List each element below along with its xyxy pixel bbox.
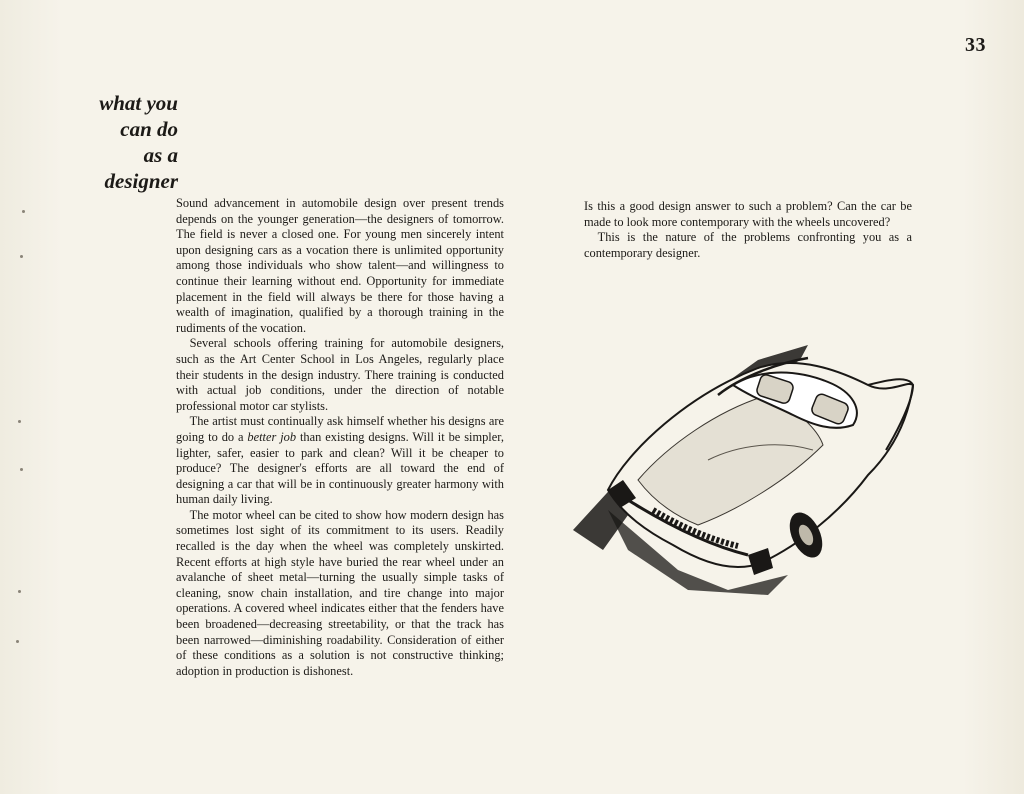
paragraph: Sound advancement in automobile design over present trends depends on the younger generation—the designers of tomorrow. The field is never a closed one. For young men sincerely intent upon designing cars as a vocation there is unlimited opportunity among those individuals who show talent—and willingness to continue their learning without end. Opportunity for immediate placement in the field will always be there for those having a wealth of imagination, qualified by a thorough training in the rudiments of the vocation. bbox=[176, 196, 504, 335]
paragraph-text: The artist must continually ask himself whether his designs are going to do a bbox=[176, 414, 504, 444]
edge-mark bbox=[22, 210, 25, 213]
edge-mark bbox=[16, 640, 19, 643]
edge-mark bbox=[18, 590, 21, 593]
edge-mark bbox=[20, 468, 23, 471]
heading-line: what you bbox=[99, 91, 178, 115]
paragraph: This is the nature of the problems confronting you as a contemporary designer. bbox=[584, 230, 912, 260]
chapter-heading bbox=[60, 90, 178, 194]
emphasis-text: better job bbox=[247, 429, 297, 444]
right-text-column bbox=[584, 199, 912, 261]
paragraph-text: than existing designs. Will it be simpler, lighter, safer, easier to park and clean? Will it be cheaper to produce? The designer's efforts are all toward the end of designing a car that will be in continuously greater harmony with human daily living. bbox=[176, 429, 504, 507]
heading-line: designer bbox=[104, 169, 178, 193]
paragraph bbox=[176, 414, 504, 508]
edge-mark bbox=[20, 255, 23, 258]
paragraph: Several schools offering training for automobile designers, such as the Art Center School in Los Angeles, regularly place their students in the design industry. There training is conducted with actual job conditions, under the direction of notable professional motor car stylists. bbox=[176, 336, 504, 413]
paragraph: Is this a good design answer to such a problem? Can the car be made to look more contemporary with the wheels uncovered? bbox=[584, 199, 912, 229]
heading-line: as a bbox=[143, 143, 178, 167]
paragraph: The motor wheel can be cited to show how modern design has sometimes lost sight of its commitment to its users. Readily recalled is the day when the wheel was completely unskirted. Recent efforts at high style have buried the rear wheel under an avalanche of sheet metal—turning the usually simple tasks of cleaning, snow chain installation, and tire change into major operations. A covered wheel indicates either that the fenders have been broadened—decreasing streetability, or that the track has been narrowed—diminishing roadability. Consideration of either of these conditions as a solution is not constructive thinking; adoption in production is dishonest. bbox=[176, 507, 504, 678]
left-text-column bbox=[176, 196, 504, 679]
car-sketch-icon bbox=[568, 340, 918, 602]
edge-mark bbox=[18, 420, 21, 423]
page-number: 33 bbox=[965, 34, 986, 56]
heading-line: can do bbox=[120, 117, 178, 141]
